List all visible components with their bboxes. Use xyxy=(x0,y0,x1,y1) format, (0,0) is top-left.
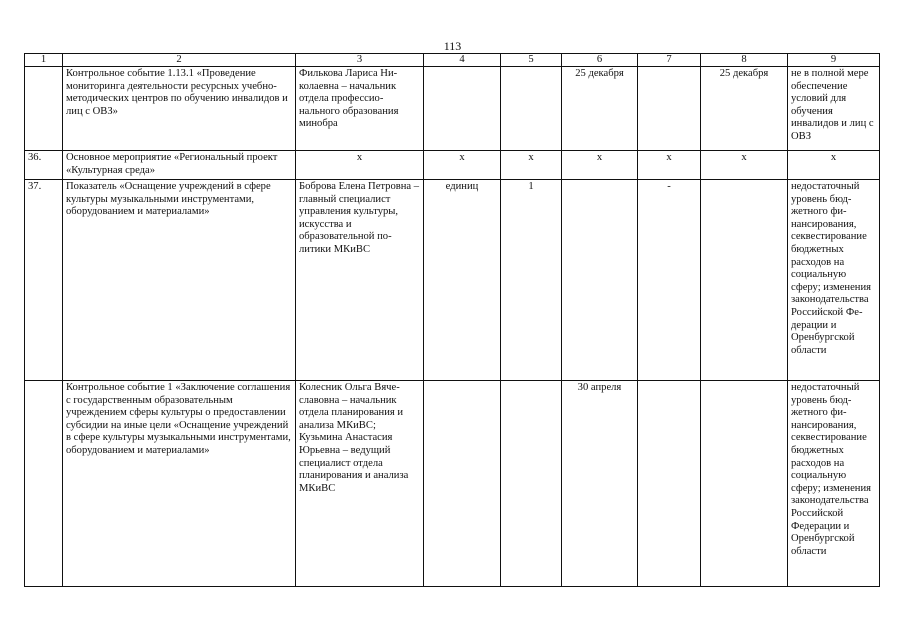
row-responsible: х xyxy=(296,151,424,180)
row-risk: недостаточный уровень бюджетного финансирования, секвестирование бюджетных расходов на социальную сферу; изменения законодательства Российской Федерации и Оренбургской области xyxy=(788,381,880,587)
row-responsible: Колесник Ольга Вячеславовна – начальник отдела планирования и анализа МКиВС; Кузьмина Анастасия Юрьевна – ведущий специалист отдела планирования и анализа МКиВС xyxy=(296,381,424,587)
row-number xyxy=(25,67,63,151)
column-header: 7 xyxy=(638,54,701,67)
row-title: Контрольное событие 1 «Заключение соглашения с государственным образовательным учреждением сферы культуры о предоставлении субсидии на иные цели «Оснащение учреждений в сфере культуры музыкальными инструментами, оборудованием и материалами» xyxy=(63,381,296,587)
row-col5: 1 xyxy=(501,180,562,381)
row-unit: единиц xyxy=(424,180,501,381)
row-risk: х xyxy=(788,151,880,180)
row-unit xyxy=(424,67,501,151)
column-header: 6 xyxy=(562,54,638,67)
row-responsible: Боброва Елена Петровна – главный специалист управления культуры, искусства и образовательной политики МКиВС xyxy=(296,180,424,381)
row-title: Показатель «Оснащение учреждений в сфере культуры музыкальными инструментами, оборудованием и материалами» xyxy=(63,180,296,381)
table-row xyxy=(25,67,880,151)
plan-table xyxy=(24,53,880,587)
row-col5 xyxy=(501,67,562,151)
row-risk: недостаточный уровень бюджетного финансирования, секвестирование бюджетных расходов на социальную сферу; изменения законодательства Российской Федерации и Оренбургской области xyxy=(788,180,880,381)
row-col6: 25 декабря xyxy=(562,67,638,151)
row-number xyxy=(25,381,63,587)
column-header: 3 xyxy=(296,54,424,67)
row-unit: х xyxy=(424,151,501,180)
row-title: Контрольное событие 1.13.1 «Проведение мониторинга деятельности ресурсных учебно-методических центров по обучению инвалидов и лиц с ОВЗ» xyxy=(63,67,296,151)
row-col7 xyxy=(638,67,701,151)
column-header: 5 xyxy=(501,54,562,67)
row-col8 xyxy=(701,381,788,587)
row-number: 36. xyxy=(25,151,63,180)
column-header: 1 xyxy=(25,54,63,67)
column-header: 4 xyxy=(424,54,501,67)
row-col8: х xyxy=(701,151,788,180)
row-col7: х xyxy=(638,151,701,180)
row-col8 xyxy=(701,180,788,381)
table-row xyxy=(25,151,880,180)
column-header: 9 xyxy=(788,54,880,67)
row-col7 xyxy=(638,381,701,587)
table-row xyxy=(25,381,880,587)
row-number: 37. xyxy=(25,180,63,381)
column-header: 2 xyxy=(63,54,296,67)
row-col8: 25 декабря xyxy=(701,67,788,151)
row-col6 xyxy=(562,180,638,381)
table-row xyxy=(25,180,880,381)
row-responsible: Филькова Лариса Николаевна – начальник отдела профессионального образования минобра xyxy=(296,67,424,151)
row-col6: 30 апреля xyxy=(562,381,638,587)
column-number-row xyxy=(25,54,880,67)
column-header: 8 xyxy=(701,54,788,67)
row-col6: х xyxy=(562,151,638,180)
row-col5: х xyxy=(501,151,562,180)
row-col5 xyxy=(501,381,562,587)
row-unit xyxy=(424,381,501,587)
row-col7: - xyxy=(638,180,701,381)
row-risk: не в полной мере обеспечение условий для обучения инвалидов и лиц с ОВЗ xyxy=(788,67,880,151)
row-title: Основное мероприятие «Региональный проект «Культурная среда» xyxy=(63,151,296,180)
page-number: 113 xyxy=(443,39,462,53)
